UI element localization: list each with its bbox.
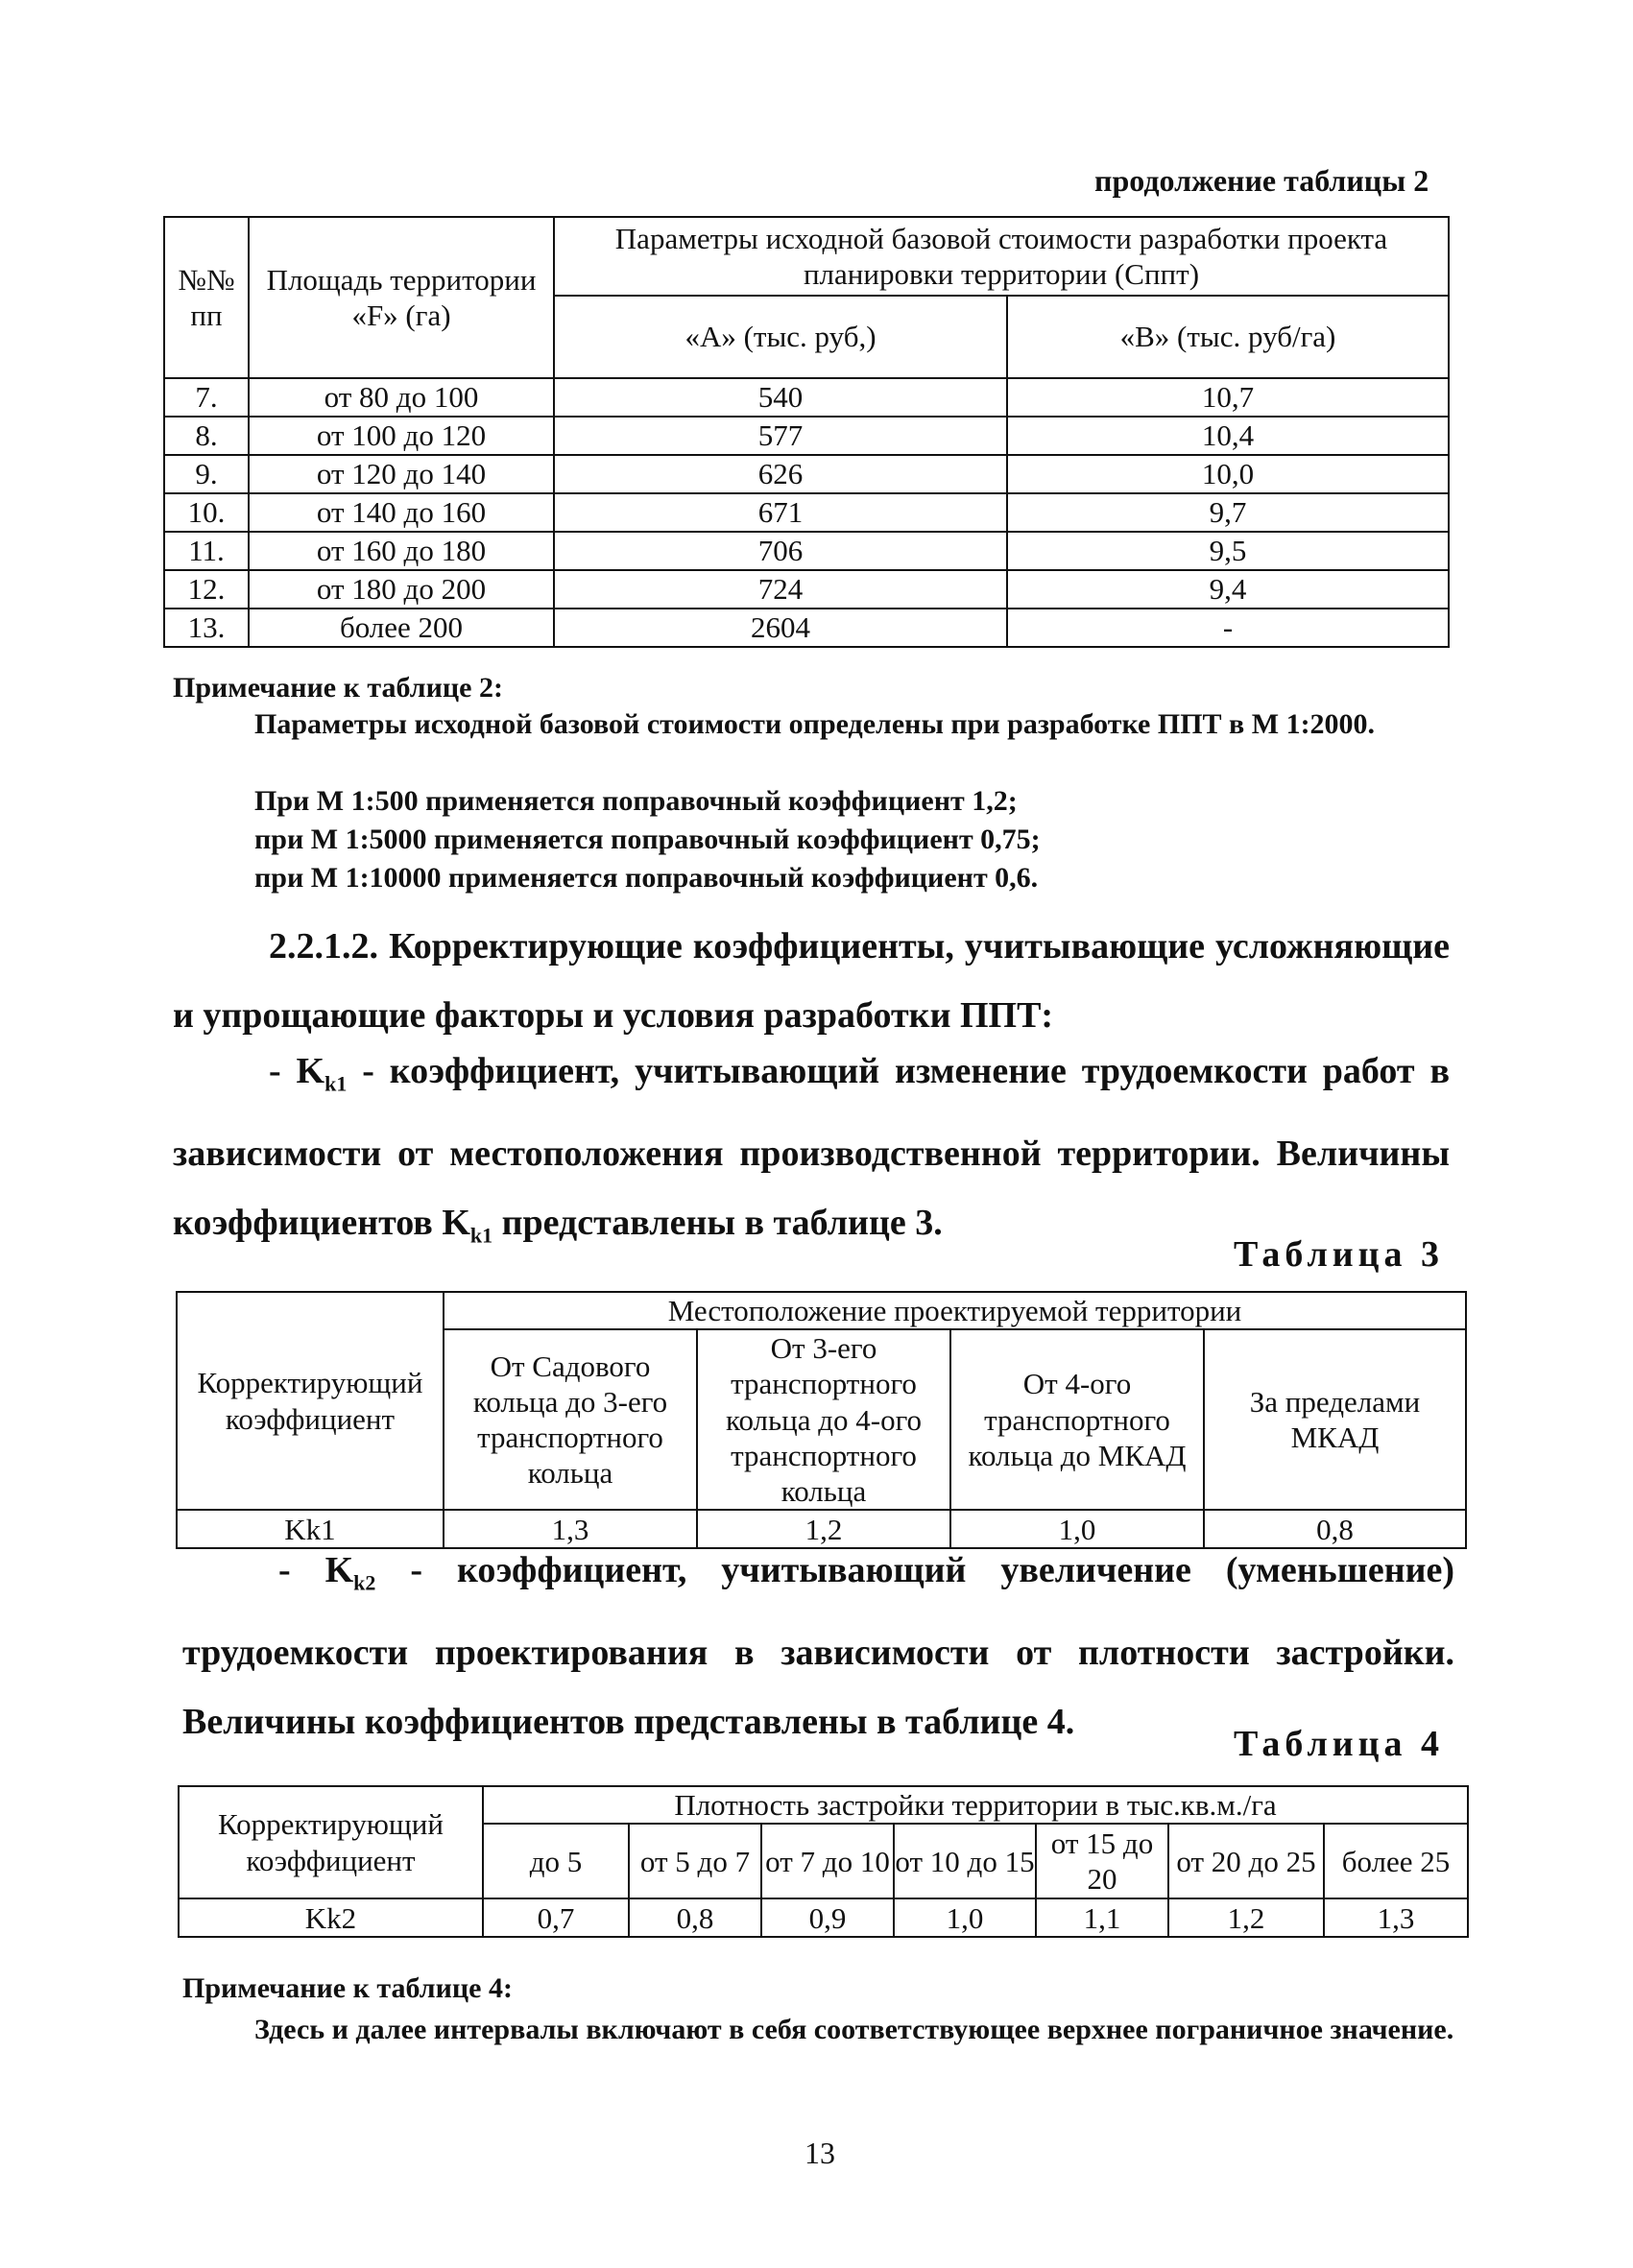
table3-header-location: Местоположение проектируемой территории xyxy=(444,1292,1466,1329)
table4-value: 1,0 xyxy=(894,1898,1036,1937)
row-area: от 140 до 160 xyxy=(249,493,554,532)
table4-col-1: до 5 xyxy=(483,1824,629,1898)
row-num: 9. xyxy=(164,455,249,493)
row-area: от 120 до 140 xyxy=(249,455,554,493)
kk1-symbol-inline: K xyxy=(442,1202,470,1243)
table4-row-label: Kk2 xyxy=(179,1898,483,1937)
row-b: 10,4 xyxy=(1007,417,1449,455)
continuation-label: продолжение таблицы 2 xyxy=(1094,163,1429,198)
table-4 xyxy=(178,1785,1469,1938)
row-b: 9,4 xyxy=(1007,570,1449,609)
row-area: от 180 до 200 xyxy=(249,570,554,609)
table3-value: 0,8 xyxy=(1204,1510,1466,1548)
table3-col-2: От 3-его транспортного кольца до 4-ого транспортного кольца xyxy=(697,1329,950,1510)
row-a: 671 xyxy=(554,493,1007,532)
table2-header-area: Площадь территории «F» (га) xyxy=(249,217,554,378)
table2-header-b: «В» (тыс. руб/га) xyxy=(1007,296,1449,378)
table4-value: 1,3 xyxy=(1324,1898,1468,1937)
table-3 xyxy=(176,1291,1467,1549)
table3-value: 1,0 xyxy=(950,1510,1204,1548)
table3-caption: Таблица 3 xyxy=(1234,1234,1445,1275)
table4-col-2: от 5 до 7 xyxy=(629,1824,761,1898)
paragraph-2-2-1-2: 2.2.1.2. Корректирующие коэффициенты, учитывающие усложняющие и упрощающие факторы и условия разработки ППТ: xyxy=(173,926,1450,1036)
kk2-subscript: k2 xyxy=(353,1570,376,1595)
row-num: 7. xyxy=(164,378,249,417)
kk2-text: - коэффициент, учитывающий увеличение (уменьшение) трудоемкости проектирования в зависимости от плотности застройки. Величины коэффициентов представлены в таблице 4. xyxy=(182,1550,1455,1742)
table-row xyxy=(164,417,1449,455)
kk2-symbol: - K xyxy=(278,1550,354,1590)
table4-value: 0,8 xyxy=(629,1898,761,1937)
row-area: от 100 до 120 xyxy=(249,417,554,455)
table2-header-num: №№ пп xyxy=(164,217,249,378)
table3-value: 1,3 xyxy=(444,1510,697,1548)
table4-caption: Таблица 4 xyxy=(1234,1724,1445,1764)
kk1-tail: представлены в таблице 3. xyxy=(492,1202,943,1243)
table3-col-4: За пределами МКАД xyxy=(1204,1329,1466,1510)
row-a: 626 xyxy=(554,455,1007,493)
row-a: 577 xyxy=(554,417,1007,455)
table3-row-label: Kk1 xyxy=(177,1510,444,1548)
row-num: 13. xyxy=(164,609,249,647)
table-row xyxy=(164,609,1449,647)
note2-title: Примечание к таблице 2: xyxy=(173,672,503,704)
row-area: от 80 до 100 xyxy=(249,378,554,417)
table-row xyxy=(164,378,1449,417)
row-num: 8. xyxy=(164,417,249,455)
page-number: 13 xyxy=(804,2136,835,2170)
row-b: 9,5 xyxy=(1007,532,1449,570)
note4-title: Примечание к таблице 4: xyxy=(182,1972,513,2004)
note2-line2: При М 1:500 применяется поправочный коэффициент 1,2; xyxy=(254,785,1018,817)
note2-line4: при М 1:10000 применяется поправочный коэффициент 0,6. xyxy=(254,862,1039,894)
row-a: 540 xyxy=(554,378,1007,417)
table4-col-7: более 25 xyxy=(1324,1824,1468,1898)
table4-value: 1,2 xyxy=(1168,1898,1324,1937)
row-b: 10,7 xyxy=(1007,378,1449,417)
row-a: 724 xyxy=(554,570,1007,609)
table-row xyxy=(164,455,1449,493)
kk1-subscript-inline: k1 xyxy=(469,1223,493,1248)
table3-header-coef: Корректирующий коэффициент xyxy=(177,1292,444,1510)
row-num: 10. xyxy=(164,493,249,532)
kk1-symbol: - K xyxy=(269,1051,325,1091)
table4-col-5: от 15 до 20 xyxy=(1036,1824,1168,1898)
note4-text: Здесь и далее интервалы включают в себя соответствующее верхнее пограничное значение. xyxy=(254,2014,1454,2045)
table-row xyxy=(179,1898,1468,1937)
note2-line3: при М 1:5000 применяется поправочный коэффициент 0,75; xyxy=(254,824,1041,855)
table2-header-params: Параметры исходной базовой стоимости разработки проекта планировки территории (Сппт) xyxy=(554,217,1449,296)
table-row xyxy=(164,493,1449,532)
note2-line1: Параметры исходной базовой стоимости определены при разработке ППТ в М 1:2000. xyxy=(254,708,1376,740)
row-b: - xyxy=(1007,609,1449,647)
row-num: 12. xyxy=(164,570,249,609)
row-area: более 200 xyxy=(249,609,554,647)
row-area: от 160 до 180 xyxy=(249,532,554,570)
table4-value: 0,7 xyxy=(483,1898,629,1937)
table-row xyxy=(164,570,1449,609)
table4-col-3: от 7 до 10 xyxy=(761,1824,894,1898)
row-b: 9,7 xyxy=(1007,493,1449,532)
table4-col-6: от 20 до 25 xyxy=(1168,1824,1324,1898)
table4-col-4: от 10 до 15 xyxy=(894,1824,1036,1898)
table4-header-density: Плотность застройки территории в тыс.кв.м./га xyxy=(483,1786,1468,1824)
kk1-text: - коэффициент, учитывающий изменение трудоемкости работ в зависимости от местоположения производственной территории. Величины коэффициентов xyxy=(173,1051,1450,1243)
table3-col-1: От Садового кольца до 3-его транспортного кольца xyxy=(444,1329,697,1510)
table3-col-3: От 4-ого транспортного кольца до МКАД xyxy=(950,1329,1204,1510)
table-row xyxy=(164,532,1449,570)
table-2 xyxy=(163,216,1450,648)
row-a: 706 xyxy=(554,532,1007,570)
row-num: 11. xyxy=(164,532,249,570)
table3-value: 1,2 xyxy=(697,1510,950,1548)
table4-value: 1,1 xyxy=(1036,1898,1168,1937)
kk1-subscript: k1 xyxy=(324,1071,348,1096)
row-a: 2604 xyxy=(554,609,1007,647)
row-b: 10,0 xyxy=(1007,455,1449,493)
table2-header-a: «А» (тыс. руб,) xyxy=(554,296,1007,378)
table4-header-coef: Корректирующий коэффициент xyxy=(179,1786,483,1898)
table4-value: 0,9 xyxy=(761,1898,894,1937)
